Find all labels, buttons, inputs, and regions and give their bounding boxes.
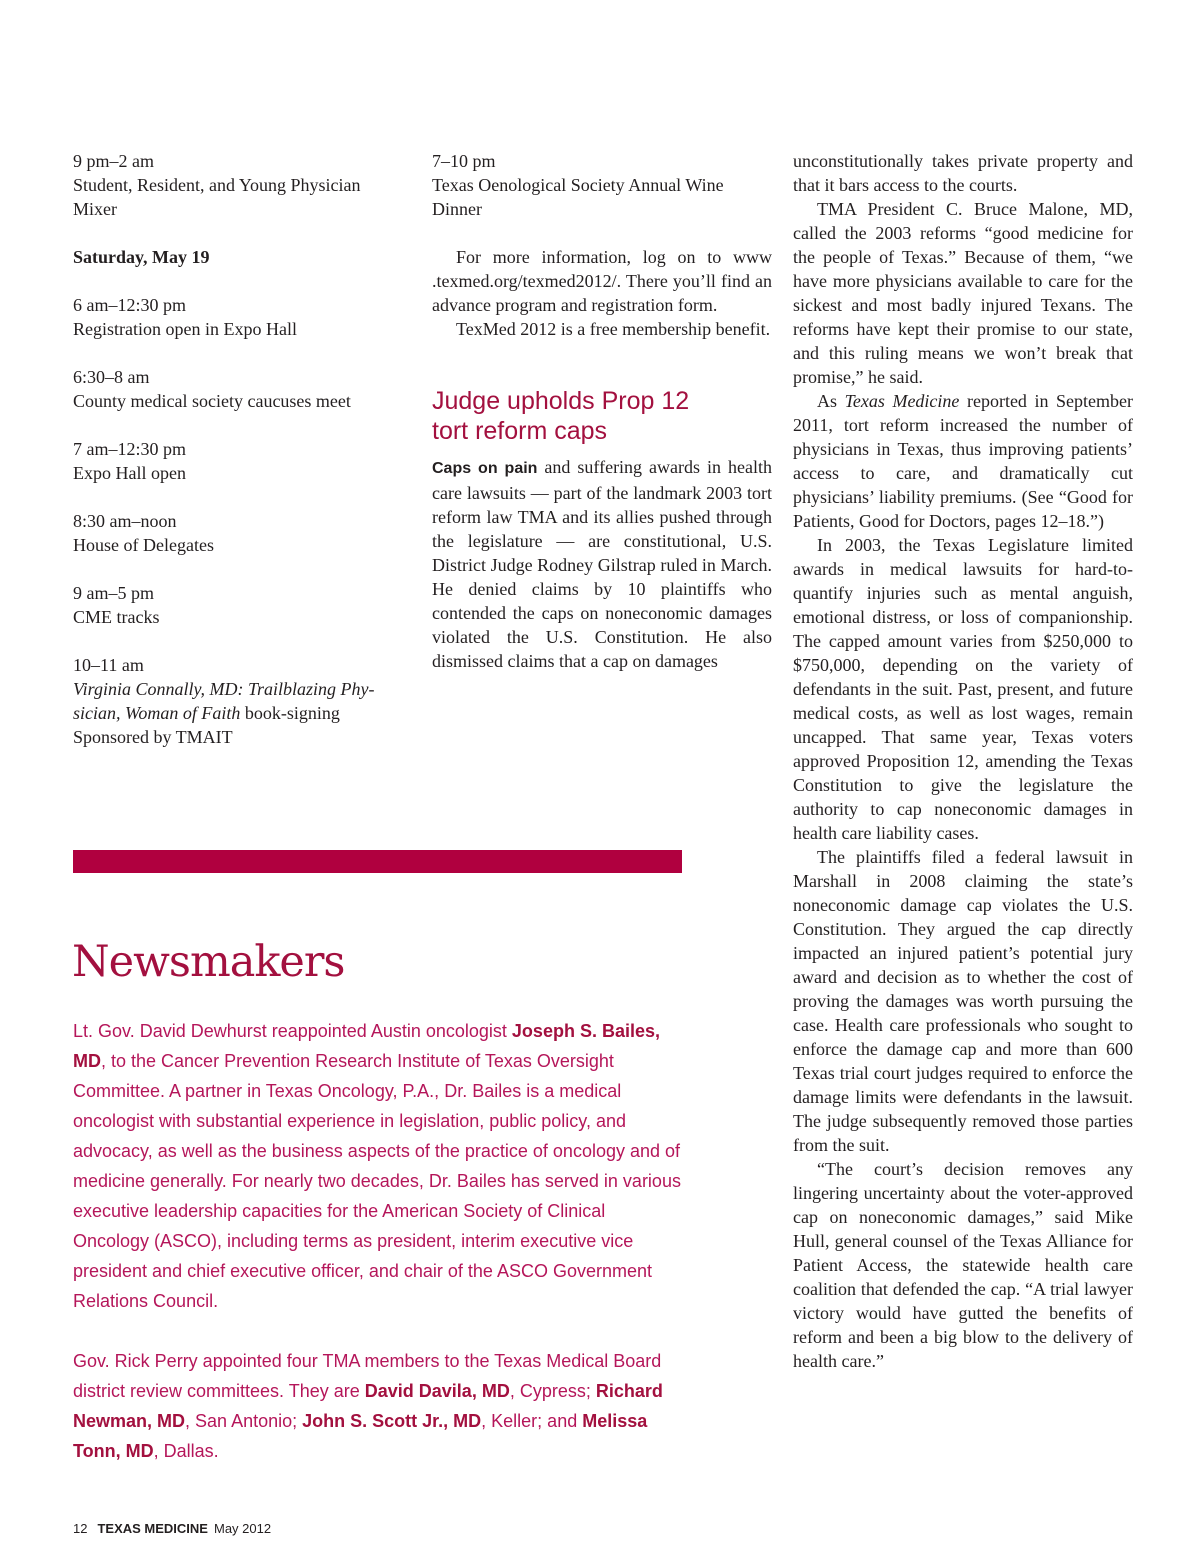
booksigning-title-line2: sician, Woman of Faith <box>73 703 241 723</box>
article-paragraph-6: “The court’s decision removes any lingering uncertainty about the voter-approved cap on noneconomic damages,” said Mike Hull, general counsel of the Texas Alliance for Patient Access, the statewide health care coalition that defended the cap. “A trial lawyer victory would have gutted the benefits of reform and been a big blow to the delivery of health care.” <box>793 1159 1133 1371</box>
membership-paragraph: TexMed 2012 is a free membership benefit. <box>456 319 771 339</box>
schedule-event-line: Texas Oenological Society Annual Wine <box>432 175 724 195</box>
day-heading: Saturday, May 19 <box>73 247 210 267</box>
schedule-block-wine-dinner <box>432 149 772 221</box>
section-divider-bar <box>73 850 682 873</box>
booksigning-suffix: book-signing <box>240 703 340 723</box>
city-text: , Cypress; <box>509 1381 596 1401</box>
person-name: John S. Scott Jr., MD <box>302 1411 482 1431</box>
magazine-name: TEXAS MEDICINE <box>97 1521 208 1536</box>
booksigning-sponsor: Sponsored by TMAIT <box>73 727 233 747</box>
person-name: Melissa Tonn, MD <box>73 1411 648 1461</box>
schedule-blocks-before <box>73 149 413 221</box>
schedule-event-line: Student, Resident, and Young Physician <box>73 175 361 195</box>
article-continued-column <box>793 149 1133 1373</box>
issue-date: May 2012 <box>213 1521 272 1536</box>
newsmakers-title: Newsmakers <box>72 937 345 987</box>
more-info-paragraph: For more information, log on to www .texmed.org/texmed2012/. There you’ll find an advance program and registration form. <box>432 247 772 315</box>
article-paragraph-3 <box>793 389 1133 533</box>
magazine-name-italic: Texas Medicine <box>844 391 960 411</box>
schedule-column <box>73 149 413 773</box>
newsmakers-item-tmb <box>73 1346 683 1466</box>
schedule-block <box>73 437 413 485</box>
schedule-block-booksigning <box>73 653 413 749</box>
schedule-event-line: House of Delegates <box>73 535 214 555</box>
person-name: David Davila, MD <box>364 1381 510 1401</box>
article-paragraph-3-pre: As <box>817 391 845 411</box>
schedule-event-line: Expo Hall open <box>73 463 186 483</box>
schedule-time: 10–11 am <box>73 655 144 675</box>
schedule-time: 7–10 pm <box>432 151 496 171</box>
article-paragraph-3-post: reported in September 2011, tort reform increased the number of physicians in Texas, thus improving patients’ access to care, and dramatically cut physicians’ liability premiums. (See “Good for Patients, Good for Doctors, pages 12–18.”) <box>793 391 1133 531</box>
schedule-block <box>73 581 413 629</box>
schedule-event-line: County medical society caucuses meet <box>73 391 351 411</box>
middle-column <box>432 149 772 673</box>
person-name: Joseph S. Bailes, MD <box>73 1021 660 1071</box>
schedule-event-line: Dinner <box>432 199 482 219</box>
schedule-time: 6:30–8 am <box>73 367 150 387</box>
schedule-time: 7 am–12:30 pm <box>73 439 186 459</box>
person-name: Richard Newman, MD <box>73 1381 663 1431</box>
newsmakers-text: , to the Cancer Prevention Research Institute of Texas Oversight Committee. A partner in Texas Oncology, P.A., Dr. Bailes is a medical oncologist with substantial experience in legislation, public policy, and advocacy, as well as the business aspects of the practice of oncology and of medicine generally. For nearly two decades, Dr. Bailes has served in various executive leadership capacities for the American Society of Clinical Oncology (ASCO), including terms as president, interim executive vice president and chief executive officer, and chair of the ASCO Government Relations Council. <box>73 1051 681 1311</box>
newsmakers-text: Lt. Gov. David Dewhurst reappointed Austin oncologist <box>73 1021 512 1041</box>
article-paragraph-5: The plaintiffs filed a federal lawsuit in Marshall in 2008 claiming the state’s noneconomic damage cap violates the U.S. Constitution. They argued the cap directly impacted an injured patient’s potential jury award and decision as to whether the cost of proving the damages was worth pursuing the case. Health care professionals who sought to enforce the damage cap and more than 600 Texas trial court judges required to enforce the damage limits were defendants in the lawsuit. The judge subsequently removed those parties from the suit. <box>793 847 1133 1155</box>
article-paragraph-1-text: and suffering awards in health care lawsuits — part of the landmark 2003 tort reform law TMA and its allies pushed through the legislature — are constitutional, U.S. District Judge Rodney Gilstrap ruled in March. He denied claims by 10 plaintiffs who contended the caps on noneconomic damages violated the U.S. Constitution. He also dismissed claims that a cap on damages <box>432 457 772 671</box>
schedule-time: 8:30 am–noon <box>73 511 177 531</box>
booksigning-title <box>73 677 413 701</box>
newsmakers-text: Gov. Rick Perry appointed four TMA members to the Texas Medical Board district review committees. They are <box>73 1351 662 1401</box>
city-text: , Keller; and <box>481 1411 583 1431</box>
schedule-block <box>73 293 413 341</box>
schedule-event-line: Registration open in Expo Hall <box>73 319 297 339</box>
article-paragraph-1 <box>432 455 772 673</box>
newsmakers-item-bailes <box>73 1016 683 1316</box>
schedule-time: 6 am–12:30 pm <box>73 295 186 315</box>
article-paragraph-1-cont: unconstitutionally takes private property and that it bars access to the courts. <box>793 151 1133 195</box>
schedule-block <box>73 509 413 557</box>
city-text: , Dallas. <box>153 1441 219 1461</box>
newsmakers-body <box>73 1016 683 1496</box>
page-footer <box>73 1521 271 1536</box>
article-headline <box>432 386 772 446</box>
city-text: , San Antonio; <box>185 1411 303 1431</box>
schedule-event-line: Mixer <box>73 199 117 219</box>
schedule-event-line: CME tracks <box>73 607 160 627</box>
article-paragraph-2: TMA President C. Bruce Malone, MD, called the 2003 reforms “good medicine for the people of Texas.” Because of them, “we have more physicians available to care for the sickest and most badly injured Texans. The reforms have kept their promise to our state, and this ruling means we won’t break that promise,” he said. <box>793 199 1133 387</box>
schedule-blocks <box>73 293 413 629</box>
headline-line2: tort reform caps <box>432 417 608 445</box>
schedule-time: 9 pm–2 am <box>73 151 154 171</box>
schedule-block <box>73 365 413 413</box>
page-number: 12 <box>73 1521 88 1536</box>
booksigning-title-line1: Virginia Connally, MD: Trailblazing Phy- <box>73 679 375 699</box>
booksigning-title-cont <box>73 701 413 725</box>
schedule-time: 9 am–5 pm <box>73 583 154 603</box>
article-paragraph-4: In 2003, the Texas Legislature limited awards in medical lawsuits for hard-to-quantify injuries such as mental anguish, emotional distress, or loss of companionship. The capped amount varies from $250,000 to $750,000, depending on the variety of defendants in the suit. Past, present, and future medical costs, as well as lost wages, remain uncapped. That same year, Texas voters approved Proposition 12, amending the Texas Constitution to give the legislature the authority to cap noneconomic damages in health care liability cases. <box>793 535 1133 843</box>
article-lead-in: Caps on pain <box>432 460 538 477</box>
schedule-block <box>73 149 413 221</box>
headline-line1: Judge upholds Prop 12 <box>432 387 690 415</box>
